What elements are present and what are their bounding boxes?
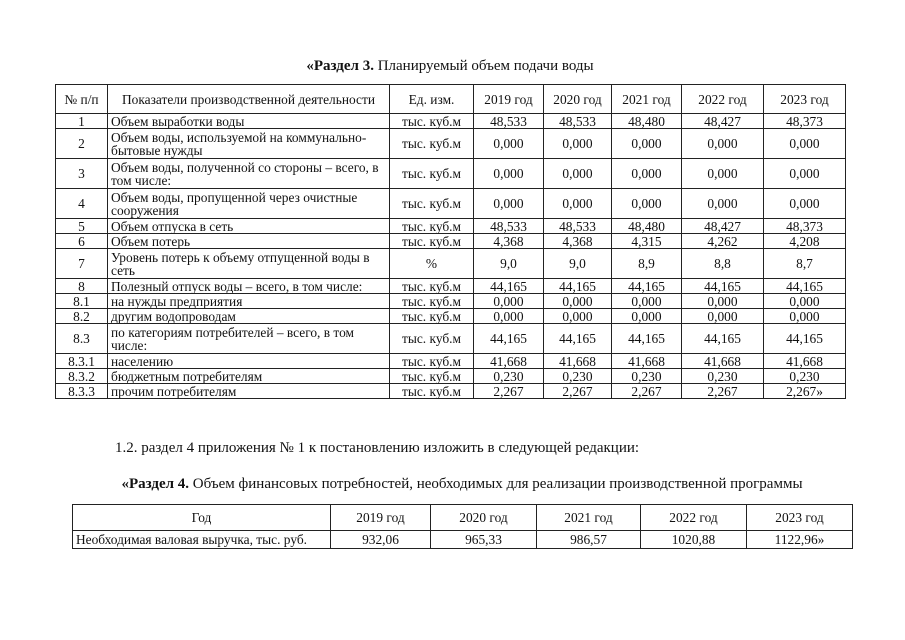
value-cell: 4,368	[474, 234, 544, 249]
value-cell: 0,000	[682, 309, 764, 324]
value-cell: 44,165	[544, 324, 612, 354]
value-cell: 48,373	[764, 114, 846, 129]
value-cell: 0,000	[682, 294, 764, 309]
unit-cell: тыс. куб.м	[390, 234, 474, 249]
value-cell: 0,000	[612, 129, 682, 159]
value-cell: 0,000	[474, 294, 544, 309]
table-row	[56, 324, 846, 354]
value-cell: 986,57	[537, 531, 641, 549]
section3-header-row	[56, 85, 846, 114]
value-cell: 48,373	[764, 219, 846, 234]
value-cell: 932,06	[331, 531, 431, 549]
value-cell: 41,668	[474, 354, 544, 369]
value-cell: 44,165	[612, 279, 682, 294]
table-row	[56, 189, 846, 219]
table-row	[56, 114, 846, 129]
value-cell: 8,8	[682, 249, 764, 279]
value-cell: 0,000	[612, 189, 682, 219]
value-cell: 0,000	[544, 294, 612, 309]
column-header: 2021 год	[612, 85, 682, 114]
value-cell: 8,9	[612, 249, 682, 279]
value-cell: 4,315	[612, 234, 682, 249]
column-header: 2023 год	[747, 505, 853, 531]
value-cell: 41,668	[544, 354, 612, 369]
section3-title	[55, 58, 845, 75]
row-number: 8.3.2	[56, 369, 108, 384]
column-header: 2019 год	[474, 85, 544, 114]
value-cell: 0,000	[612, 309, 682, 324]
indicator-name: Объем воды, используемой на коммунально-бытовые нужды	[108, 129, 390, 159]
value-cell: 0,000	[764, 129, 846, 159]
value-cell: 48,480	[612, 219, 682, 234]
column-header: № п/п	[56, 85, 108, 114]
indicator-name: другим водопроводам	[108, 309, 390, 324]
value-cell: 44,165	[474, 279, 544, 294]
value-cell: 0,230	[612, 369, 682, 384]
column-header: 2019 год	[331, 505, 431, 531]
table-row	[56, 294, 846, 309]
value-cell: 0,000	[764, 309, 846, 324]
value-cell: 48,427	[682, 219, 764, 234]
table-row	[56, 249, 846, 279]
section4-title-bold: «Раздел 4.	[121, 476, 190, 492]
value-cell: 0,000	[682, 159, 764, 189]
column-header: 2021 год	[537, 505, 641, 531]
table-row	[56, 234, 846, 249]
section3-title-bold: «Раздел 3.	[306, 58, 374, 74]
value-cell: 4,262	[682, 234, 764, 249]
value-cell: 0,000	[474, 309, 544, 324]
value-cell: 1020,88	[641, 531, 747, 549]
row-number: 8.3.3	[56, 384, 108, 399]
section3-title-rest: Планируемый объем подачи воды	[373, 58, 594, 74]
value-cell: 0,000	[544, 309, 612, 324]
value-cell: 8,7	[764, 249, 846, 279]
unit-cell: тыс. куб.м	[390, 114, 474, 129]
table-row	[56, 159, 846, 189]
value-cell: 44,165	[474, 324, 544, 354]
unit-cell: тыс. куб.м	[390, 189, 474, 219]
indicator-name: Полезный отпуск воды – всего, в том числе:	[108, 279, 390, 294]
value-cell: 0,000	[764, 294, 846, 309]
value-cell: 0,230	[544, 369, 612, 384]
value-cell: 4,368	[544, 234, 612, 249]
value-cell: 48,533	[544, 114, 612, 129]
value-cell: 0,000	[682, 129, 764, 159]
value-cell: 44,165	[764, 279, 846, 294]
indicator-name: Объем выработки воды	[108, 114, 390, 129]
value-cell: 2,267	[682, 384, 764, 399]
value-cell: 0,230	[474, 369, 544, 384]
value-cell: 9,0	[474, 249, 544, 279]
unit-cell: тыс. куб.м	[390, 369, 474, 384]
row-number: 7	[56, 249, 108, 279]
section4-title-rest: Объем финансовых потребностей, необходимых для реализации производственной программы	[189, 476, 803, 492]
column-header: 2020 год	[431, 505, 537, 531]
unit-cell: %	[390, 249, 474, 279]
unit-cell: тыс. куб.м	[390, 294, 474, 309]
indicator-name: бюджетным потребителям	[108, 369, 390, 384]
value-cell: 0,000	[612, 294, 682, 309]
indicator-name: населению	[108, 354, 390, 369]
unit-cell: тыс. куб.м	[390, 324, 474, 354]
unit-cell: тыс. куб.м	[390, 384, 474, 399]
table-row	[56, 129, 846, 159]
value-cell: 48,533	[544, 219, 612, 234]
value-cell: 48,427	[682, 114, 764, 129]
column-header: Показатели производственной деятельности	[108, 85, 390, 114]
table-row	[56, 279, 846, 294]
section4-title	[72, 476, 852, 493]
value-cell: 1122,96»	[747, 531, 853, 549]
value-cell: 0,000	[474, 159, 544, 189]
column-header: 2022 год	[641, 505, 747, 531]
value-cell: 0,000	[682, 189, 764, 219]
value-cell: 41,668	[612, 354, 682, 369]
section4-revenue-row	[73, 531, 853, 549]
value-cell: 0,000	[474, 129, 544, 159]
value-cell: 44,165	[682, 324, 764, 354]
value-cell: 0,000	[612, 159, 682, 189]
value-cell: 41,668	[682, 354, 764, 369]
revenue-label: Необходимая валовая выручка, тыс. руб.	[73, 531, 331, 549]
value-cell: 0,000	[544, 129, 612, 159]
column-header: 2022 год	[682, 85, 764, 114]
section3-table-body	[56, 114, 846, 399]
value-cell: 44,165	[544, 279, 612, 294]
row-number: 8.1	[56, 294, 108, 309]
value-cell: 2,267	[612, 384, 682, 399]
value-cell: 44,165	[612, 324, 682, 354]
indicator-name: по категориям потребителей – всего, в том числе:	[108, 324, 390, 354]
value-cell: 0,000	[764, 189, 846, 219]
column-header: Ед. изм.	[390, 85, 474, 114]
section4-table	[72, 504, 853, 549]
unit-cell: тыс. куб.м	[390, 279, 474, 294]
row-number: 1	[56, 114, 108, 129]
indicator-name: Объем отпуска в сеть	[108, 219, 390, 234]
row-number: 3	[56, 159, 108, 189]
section3-table	[55, 84, 846, 399]
unit-cell: тыс. куб.м	[390, 354, 474, 369]
indicator-name: Уровень потерь к объему отпущенной воды в сеть	[108, 249, 390, 279]
value-cell: 4,208	[764, 234, 846, 249]
indicator-name: на нужды предприятия	[108, 294, 390, 309]
table-row	[56, 354, 846, 369]
section4-header-row	[73, 505, 853, 531]
unit-cell: тыс. куб.м	[390, 159, 474, 189]
value-cell: 41,668	[764, 354, 846, 369]
row-number: 2	[56, 129, 108, 159]
unit-cell: тыс. куб.м	[390, 219, 474, 234]
value-cell: 44,165	[764, 324, 846, 354]
row-number: 6	[56, 234, 108, 249]
indicator-name: прочим потребителям	[108, 384, 390, 399]
value-cell: 2,267	[544, 384, 612, 399]
row-number: 4	[56, 189, 108, 219]
indicator-name: Объем воды, полученной со стороны – всего, в том числе:	[108, 159, 390, 189]
value-cell: 44,165	[682, 279, 764, 294]
table-row	[56, 219, 846, 234]
unit-cell: тыс. куб.м	[390, 129, 474, 159]
value-cell: 9,0	[544, 249, 612, 279]
paragraph-1-2: 1.2. раздел 4 приложения № 1 к постановлению изложить в следующей редакции:	[115, 440, 640, 456]
indicator-name: Объем воды, пропущенной через очистные сооружения	[108, 189, 390, 219]
value-cell: 2,267»	[764, 384, 846, 399]
value-cell: 0,230	[764, 369, 846, 384]
unit-cell: тыс. куб.м	[390, 309, 474, 324]
table-row	[56, 369, 846, 384]
value-cell: 965,33	[431, 531, 537, 549]
row-number: 8.2	[56, 309, 108, 324]
value-cell: 48,533	[474, 219, 544, 234]
value-cell: 0,000	[764, 159, 846, 189]
row-number: 5	[56, 219, 108, 234]
row-number: 8.3	[56, 324, 108, 354]
indicator-name: Объем потерь	[108, 234, 390, 249]
table-row	[56, 309, 846, 324]
value-cell: 0,000	[474, 189, 544, 219]
column-header: Год	[73, 505, 331, 531]
row-number: 8.3.1	[56, 354, 108, 369]
column-header: 2020 год	[544, 85, 612, 114]
value-cell: 2,267	[474, 384, 544, 399]
value-cell: 48,533	[474, 114, 544, 129]
value-cell: 0,230	[682, 369, 764, 384]
table-row	[56, 384, 846, 399]
value-cell: 0,000	[544, 189, 612, 219]
row-number: 8	[56, 279, 108, 294]
column-header: 2023 год	[764, 85, 846, 114]
value-cell: 48,480	[612, 114, 682, 129]
value-cell: 0,000	[544, 159, 612, 189]
